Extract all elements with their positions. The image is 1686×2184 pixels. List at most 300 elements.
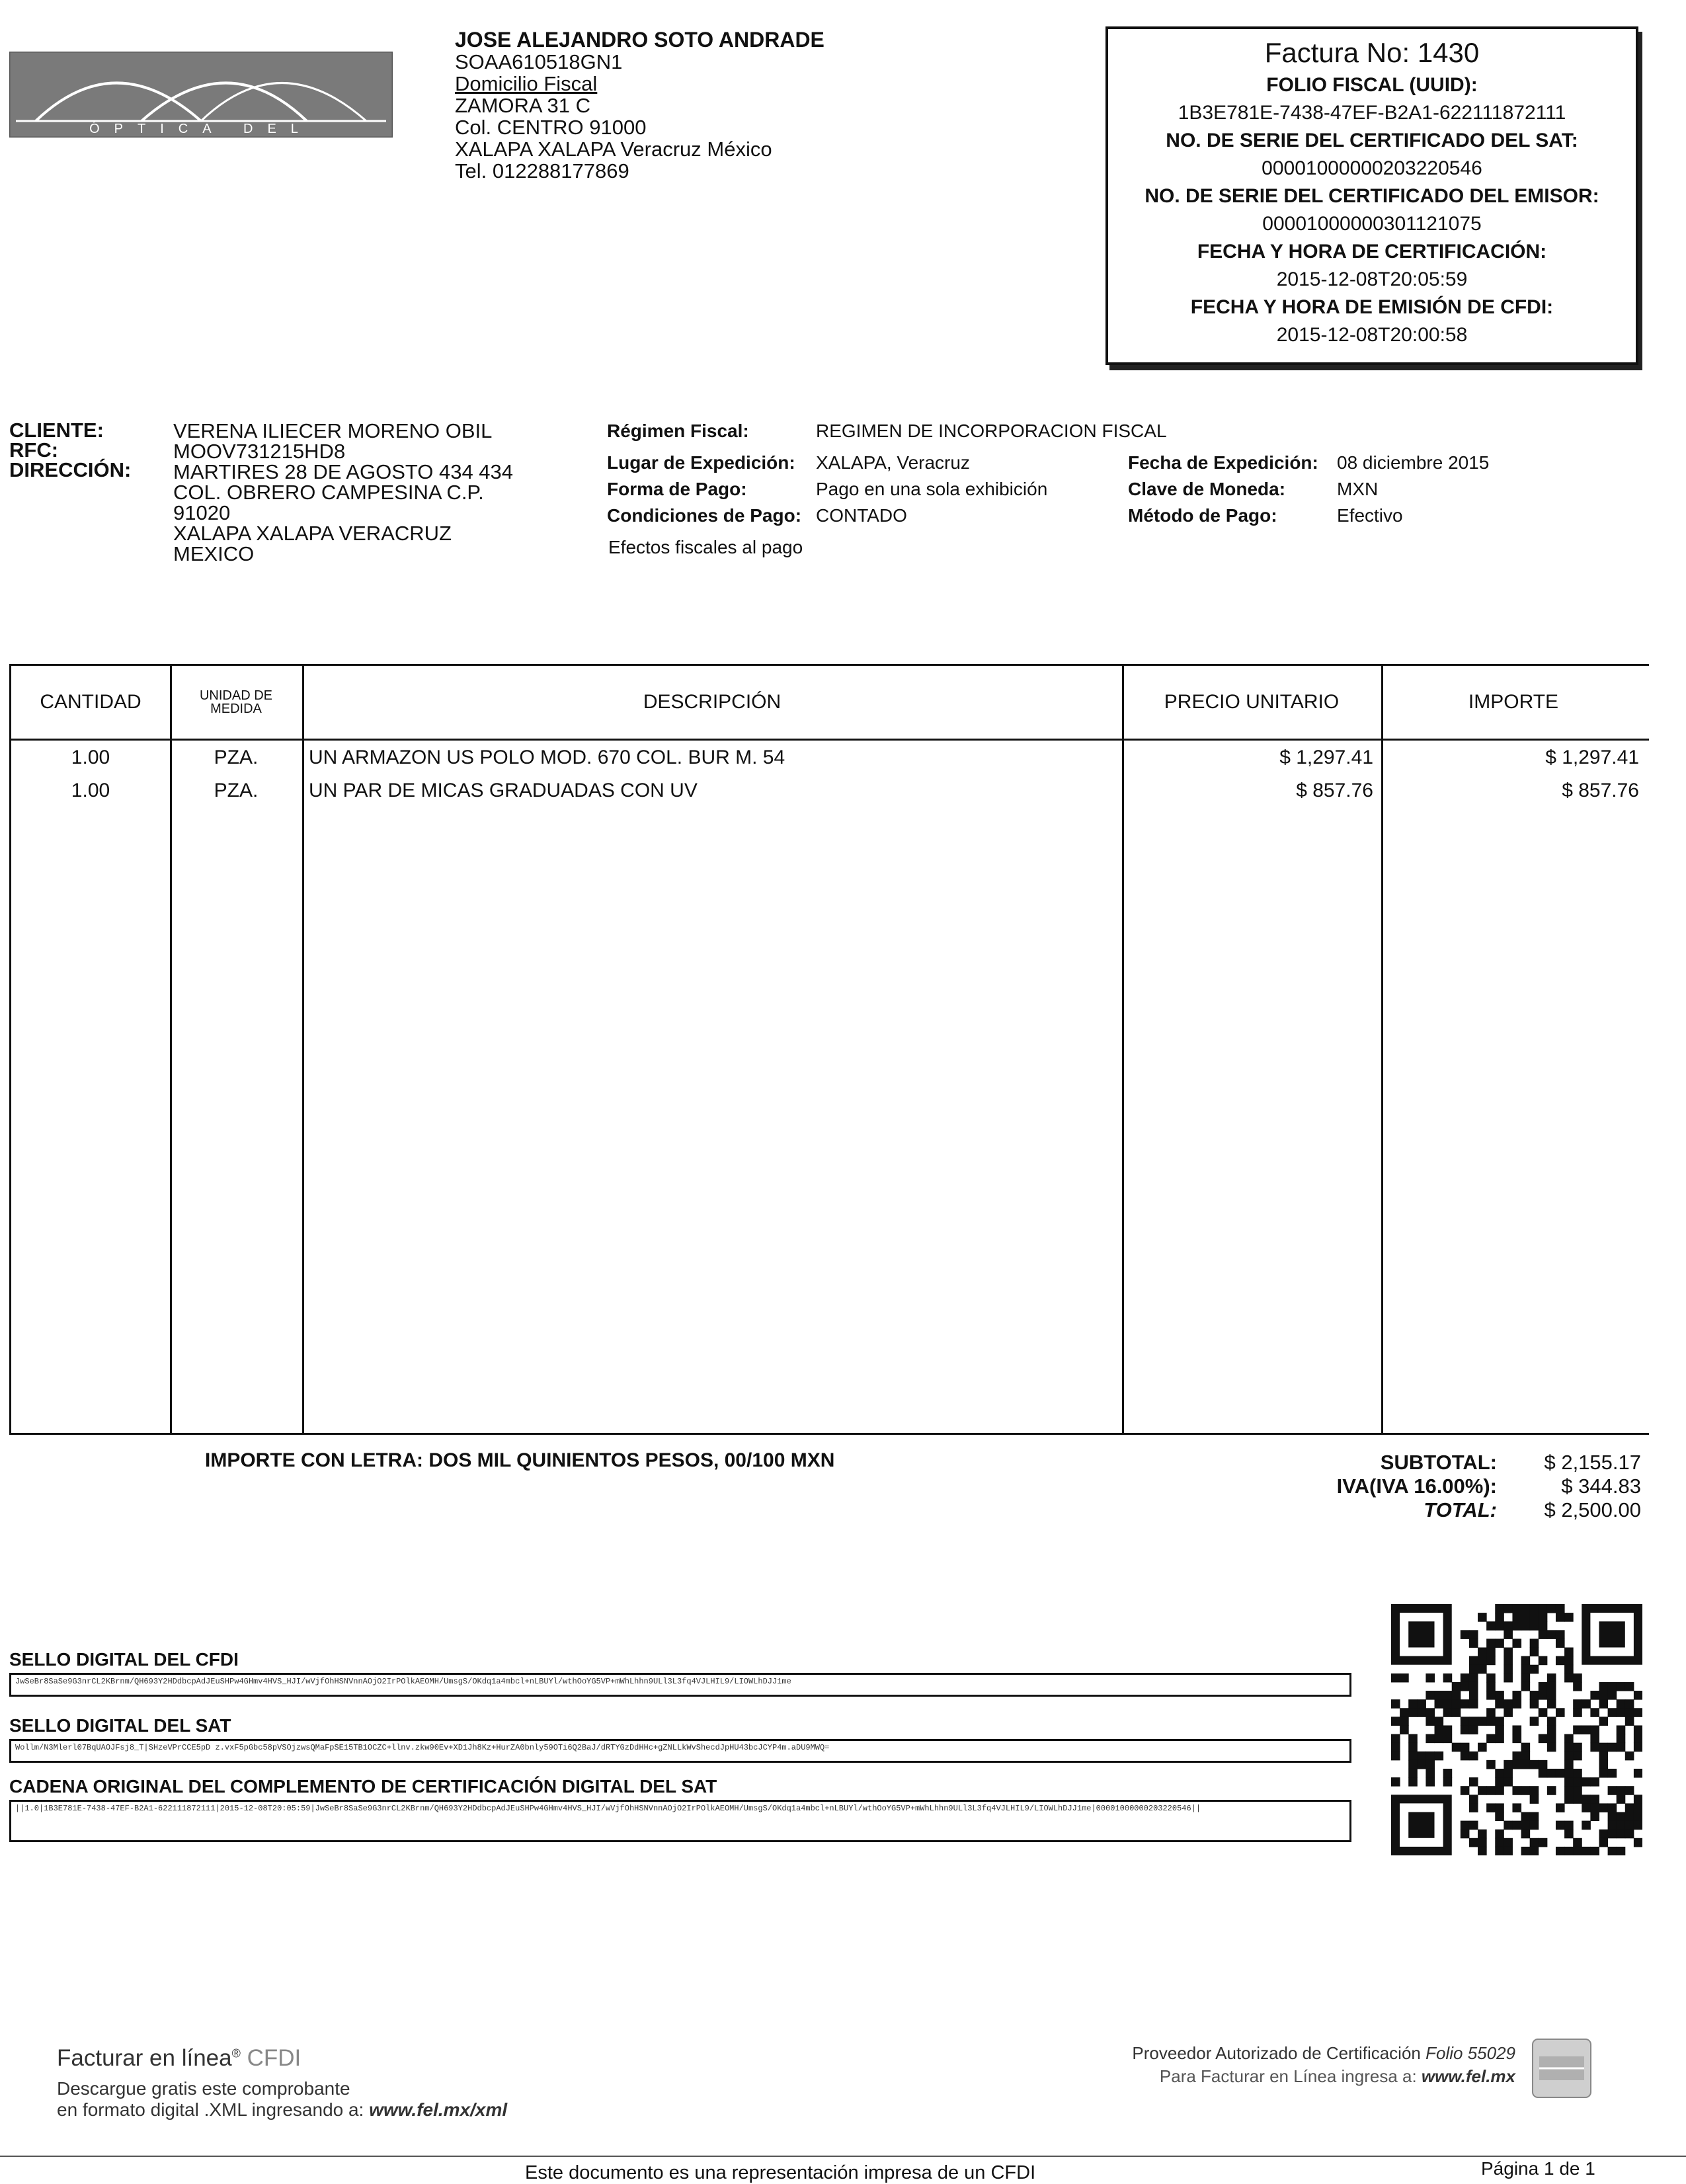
row-1-cantidad: 1.00 [71,747,110,768]
cliente-label: CLIENTE: [9,419,104,442]
qr-module [1452,1699,1461,1709]
qr-module [1417,1708,1426,1717]
qr-module [1504,1760,1513,1769]
logo-text: ÓPTICA DEL CORREO [89,122,313,151]
qr-module [1521,1682,1531,1691]
pac2-prefix: Para Facturar en Línea ingresa a: [1159,2066,1422,2086]
qr-module [1547,1604,1556,1613]
condiciones-value: CONTADO [816,505,907,526]
qr-module [1417,1699,1426,1709]
header-cantidad: CANTIDAD [40,691,141,713]
qr-module [1521,1665,1531,1674]
row-1-importe: $ 1,297.41 [1545,747,1639,768]
qr-module [1486,1708,1496,1717]
qr-module [1564,1830,1574,1839]
emitter-colonia: Col. CENTRO 91000 [455,116,647,139]
qr-module [1408,1777,1418,1787]
invoice-number: Factura No: 1430 [1264,37,1480,68]
qr-module [1556,1638,1565,1648]
pac-seal-icon [1530,2037,1593,2100]
qr-module [1547,1674,1556,1683]
qr-module [1469,1717,1478,1726]
qr-module [1582,1821,1591,1830]
qr-module [1391,1717,1400,1726]
iva-value: $ 344.83 [1561,1475,1641,1498]
moneda-label: Clave de Moneda: [1128,479,1286,499]
pac-line-1 [1071,2043,1515,2064]
uuid-label: FOLIO FISCAL (UUID): [1266,74,1478,96]
qr-module [1461,1674,1470,1683]
qr-module [1617,1699,1626,1709]
sello-sat-label: SELLO DIGITAL DEL SAT [9,1715,231,1736]
metodo-value: Efectivo [1337,505,1403,526]
qr-module [1391,1674,1400,1683]
qr-module [1521,1743,1531,1752]
qr-module [1443,1699,1453,1709]
qr-module [1435,1691,1444,1700]
qr-module [1617,1725,1626,1734]
qr-module [1504,1777,1513,1787]
qr-module [1556,1604,1565,1613]
qr-module [1521,1812,1531,1821]
qr-module [1625,1699,1634,1709]
qr-module [1634,1743,1642,1752]
emitter-street: ZAMORA 31 C [455,94,590,117]
qr-module [1608,1769,1617,1778]
qr-module [1617,1821,1626,1830]
qr-module [1539,1708,1548,1717]
qr-module [1617,1682,1626,1691]
qr-module [1495,1621,1504,1631]
qr-module [1625,1812,1634,1821]
fecha-emision-label: FECHA Y HORA DE EMISIÓN DE CFDI: [1190,296,1554,318]
qr-module [1443,1674,1453,1683]
qr-module [1608,1708,1617,1717]
total-label: TOTAL: [1424,1498,1497,1521]
qr-module [1461,1786,1470,1795]
qr-module [1504,1838,1513,1847]
qr-module [1435,1717,1444,1726]
qr-module [1478,1665,1487,1674]
qr-module [1469,1752,1478,1761]
download-line-2 [57,2099,507,2121]
qr-module [1530,1691,1539,1700]
cadena-box: ||1.0|1B3E781E-7438-47EF-B2A1-622111872111|2015-12-08T20:05:59|JwSeBr8SaSe9G3nrCL2KBrnm/QH693Y2HDdbcpAdJEuSHPw4GHmv4HVS_HJI/wVjfOhHSNVnnAOjO2IrPOlkAEOMH/UmsgS/OKdq1a4mbcl+nLBUYl/wthOoYG5VP+mWhLhhn9ULl3L3fq4VJLHIL9/LIOWLhDJJ1me|00001000000203220546|| [9,1800,1351,1842]
qr-module [1469,1665,1478,1674]
qr-module [1599,1743,1608,1752]
qr-module [1547,1743,1556,1752]
qr-module [1573,1725,1582,1734]
qr-module [1625,1830,1634,1839]
qr-module [1504,1656,1513,1666]
qr-finder [1408,1621,1434,1647]
qr-module [1495,1830,1504,1839]
qr-module [1573,1752,1582,1761]
sello-sat-box: Wollm/N3Mlerl07BqUAOJFsj8_T|SHzeVPrCCE5pD z.vxF5pGbc58pVSOjzwsQMaFpSE15TB1OCZC+llnv.zkw90Ev+XD1Jh8Kz+HurZA0bnly59OTi6Q2BaJ/dRTYGzDdHHc+gZNLLkWvShecdJpHU43bcJCYP4m.aDU9MWQ= [9,1739,1351,1763]
qr-module [1495,1803,1504,1812]
qr-module [1435,1752,1444,1761]
domicilio-label: Domicilio Fiscal [455,72,598,95]
qr-module [1634,1803,1642,1812]
qr-module [1495,1812,1504,1821]
qr-module [1634,1708,1642,1717]
sello-cfdi-label: SELLO DIGITAL DEL CFDI [9,1649,239,1670]
qr-module [1443,1725,1453,1734]
qr-module [1478,1648,1487,1657]
qr-module [1512,1621,1521,1631]
download-line-1: Descargue gratis este comprobante [57,2078,350,2099]
qr-module [1512,1691,1521,1700]
qr-module [1590,1847,1599,1855]
qr-module [1452,1743,1461,1752]
emitter-phone: Tel. 012288177869 [455,159,629,182]
qr-module [1478,1786,1487,1795]
qr-module [1469,1682,1478,1691]
qr-module [1547,1699,1556,1709]
qr-module [1408,1760,1418,1769]
qr-module [1495,1613,1504,1622]
subtotal-value: $ 2,155.17 [1544,1451,1641,1474]
qr-module [1443,1734,1453,1744]
regimen-label: Régimen Fiscal: [607,421,749,441]
client-addr-2: COL. OBRERO CAMPESINA C.P. [173,481,484,504]
qr-module [1599,1830,1608,1839]
qr-module [1391,1699,1400,1709]
qr-module [1617,1734,1626,1744]
qr-module [1556,1769,1565,1778]
brand-cfdi: CFDI [240,2045,301,2071]
qr-module [1634,1838,1642,1847]
qr-module [1400,1708,1409,1717]
qr-module [1530,1821,1539,1830]
emitter-name: JOSE ALEJANDRO SOTO ANDRADE [455,28,824,52]
qr-module [1417,1752,1426,1761]
pac-prefix: Proveedor Autorizado de Certificación [1132,2043,1426,2063]
footer-right [1071,2043,1515,2087]
qr-module [1564,1752,1574,1761]
qr-module [1469,1838,1478,1847]
qr-module [1530,1638,1539,1648]
qr-module [1495,1638,1504,1648]
qr-module [1486,1786,1496,1795]
pac-line-2 [1071,2066,1515,2087]
qr-module [1495,1717,1504,1726]
qr-module [1435,1734,1444,1744]
qr-finder [1599,1621,1625,1647]
qr-module [1530,1812,1539,1821]
qr-module [1461,1821,1470,1830]
uuid-value: 1B3E781E-7438-47EF-B2A1-622111872111 [1178,102,1566,124]
qr-module [1590,1803,1599,1812]
qr-module [1495,1699,1504,1709]
qr-module [1478,1743,1487,1752]
qr-module [1504,1648,1513,1657]
qr-module [1625,1708,1634,1717]
qr-module [1547,1734,1556,1744]
qr-module [1599,1699,1608,1709]
col-divider [302,666,304,1433]
qr-module [1599,1803,1608,1812]
qr-module [1486,1656,1496,1666]
row-2-importe: $ 857.76 [1562,780,1639,801]
qr-module [1539,1630,1548,1639]
cert-emisor-label: NO. DE SERIE DEL CERTIFICADO DEL EMISOR: [1144,185,1599,207]
qr-module [1478,1656,1487,1666]
fecha-expedicion-label: Fecha de Expedición: [1128,452,1318,473]
qr-module [1564,1743,1574,1752]
qr-module [1425,1674,1435,1683]
qr-module [1599,1838,1608,1847]
header-importe: IMPORTE [1468,691,1559,713]
qr-module [1599,1682,1608,1691]
qr-module [1469,1674,1478,1683]
qr-module [1599,1769,1608,1778]
qr-module [1547,1682,1556,1691]
moneda-value: MXN [1337,479,1379,499]
qr-module [1461,1717,1470,1726]
forma-label: Forma de Pago: [607,479,747,499]
qr-module [1590,1795,1599,1804]
qr-module [1590,1708,1599,1717]
qr-module [1486,1691,1496,1700]
qr-module [1608,1803,1617,1812]
qr-module [1469,1803,1478,1812]
qr-module [1530,1621,1539,1631]
qr-module [1521,1621,1531,1631]
qr-module [1556,1803,1565,1812]
client-addr-3: 91020 [173,501,231,524]
importe-con-letra: IMPORTE CON LETRA: DOS MIL QUINIENTOS PESOS, 00/100 MXN [205,1449,835,1471]
qr-module [1625,1682,1634,1691]
items-table [9,664,1649,1435]
client-addr-4: XALAPA XALAPA VERACRUZ [173,522,452,545]
qr-module [1582,1847,1591,1855]
efectos-fiscales: Efectos fiscales al pago [608,537,803,557]
qr-module [1425,1734,1435,1744]
qr-module [1539,1656,1548,1666]
qr-module [1617,1830,1626,1839]
qr-module [1478,1847,1487,1855]
qr-module [1461,1630,1470,1639]
qr-module [1400,1717,1409,1726]
qr-module [1617,1847,1626,1855]
qr-module [1556,1708,1565,1717]
header-precio: PRECIO UNITARIO [1164,691,1340,713]
qr-module [1469,1630,1478,1639]
qr-module [1582,1699,1591,1709]
qr-module [1478,1717,1487,1726]
qr-module [1547,1630,1556,1639]
cert-sat-value: 00001000000203220546 [1262,157,1482,179]
qr-module [1461,1752,1470,1761]
qr-module [1530,1717,1539,1726]
qr-module [1400,1674,1409,1683]
pac-folio: Folio 55029 [1425,2043,1515,2063]
qr-module [1608,1821,1617,1830]
qr-module [1469,1699,1478,1709]
footer-divider [0,2156,1686,2157]
qr-module [1590,1743,1599,1752]
qr-module [1539,1691,1548,1700]
qr-module [1564,1734,1574,1744]
qr-module [1617,1743,1626,1752]
qr-module [1608,1691,1617,1700]
iva-label: IVA(IVA 16.00%): [1336,1475,1497,1498]
qr-module [1495,1725,1504,1734]
qr-module [1391,1777,1400,1787]
qr-module [1512,1760,1521,1769]
client-rfc: MOOV731215HD8 [173,440,346,463]
qr-module [1425,1777,1435,1787]
qr-module [1408,1743,1418,1752]
qr-module [1425,1769,1435,1778]
row-2-cantidad: 1.00 [71,780,110,801]
total-value: $ 2,500.00 [1544,1498,1641,1521]
qr-module [1486,1803,1496,1812]
qr-module [1539,1613,1548,1622]
qr-module [1564,1656,1574,1666]
qr-module [1521,1830,1531,1839]
qr-module [1486,1734,1496,1744]
qr-module [1425,1691,1435,1700]
qr-module [1443,1769,1453,1778]
qr-module [1539,1838,1548,1847]
download-link[interactable]: www.fel.mx/xml [369,2099,508,2120]
qr-module [1530,1847,1539,1855]
qr-module [1573,1708,1582,1717]
qr-module [1452,1708,1461,1717]
qr-module [1564,1648,1574,1657]
qr-module [1417,1760,1426,1769]
qr-module [1408,1708,1418,1717]
header-unidad: UNIDAD DE MEDIDA [199,688,272,716]
lugar-label: Lugar de Expedición: [607,452,795,473]
qr-module [1625,1821,1634,1830]
qr-module [1469,1777,1478,1787]
qr-module [1495,1838,1504,1847]
qr-module [1512,1752,1521,1761]
qr-module [1564,1847,1574,1855]
metodo-label: Método de Pago: [1128,505,1277,526]
qr-module [1521,1604,1531,1613]
qr-module [1634,1812,1642,1821]
qr-module [1582,1803,1591,1812]
qr-module [1478,1613,1487,1622]
qr-module [1547,1725,1556,1734]
qr-module [1599,1717,1608,1726]
qr-module [1452,1691,1461,1700]
qr-module [1590,1725,1599,1734]
qr-module [1425,1752,1435,1761]
qr-module [1564,1665,1574,1674]
qr-module [1573,1699,1582,1709]
pac-seal-graphic [1530,2037,1593,2100]
qr-module [1608,1786,1617,1795]
qr-module [1512,1821,1521,1830]
qr-module [1608,1830,1617,1839]
qr-module [1504,1847,1513,1855]
qr-module [1590,1777,1599,1787]
qr-module [1486,1682,1496,1691]
qr-module [1408,1752,1418,1761]
qr-module [1564,1786,1574,1795]
qr-module [1408,1769,1418,1778]
fecha-cert-label: FECHA Y HORA DE CERTIFICACIÓN: [1197,241,1547,263]
footer-brand [57,2045,507,2072]
qr-module [1564,1777,1574,1787]
qr-module [1625,1786,1634,1795]
row-2-descripcion: UN PAR DE MICAS GRADUADAS CON UV [309,780,698,801]
qr-module [1469,1795,1478,1804]
qr-module [1608,1847,1617,1855]
qr-module [1530,1795,1539,1804]
qr-module [1564,1769,1574,1778]
qr-module [1617,1708,1626,1717]
qr-module [1504,1665,1513,1674]
qr-module [1512,1803,1521,1812]
qr-module [1521,1613,1531,1622]
qr-module [1539,1734,1548,1744]
qr-module [1504,1621,1513,1631]
qr-module [1556,1847,1565,1855]
qr-module [1573,1743,1582,1752]
qr-module [1582,1725,1591,1734]
qr-module [1530,1760,1539,1769]
qr-module [1556,1656,1565,1666]
qr-module [1512,1613,1521,1622]
qr-module [1512,1699,1521,1709]
qr-module [1539,1769,1548,1778]
qr-module [1564,1795,1574,1804]
qr-finder [1408,1812,1434,1838]
qr-module [1486,1648,1496,1657]
qr-module [1530,1613,1539,1622]
qr-module [1461,1830,1470,1839]
qr-module [1495,1777,1504,1787]
qr-module [1617,1786,1626,1795]
sello-cfdi-box: JwSeBr8SaSe9G3nrCL2KBrnm/QH693Y2HDdbcpAdJEuSHPw4GHmv4HVS_HJI/wVjfOhHSNVnnAOjO2IrPOlkAEOMH/UmsgS/OKdq1a4mbcl+nLBUYl/wthOoYG5VP+mWhLhhn9ULl3L3fq4VJLHIL9/LIOWLhDJJ1me [9,1673,1351,1697]
qr-module [1478,1830,1487,1839]
qr-module [1495,1691,1504,1700]
qr-module [1547,1786,1556,1795]
cert-sat-label: NO. DE SERIE DEL CERTIFICADO DEL SAT: [1166,130,1578,151]
qr-module [1443,1708,1453,1717]
emitter-info [455,29,824,182]
qr-module [1521,1847,1531,1855]
qr-module [1425,1708,1435,1717]
qr-module [1452,1682,1461,1691]
qr-module [1547,1769,1556,1778]
qr-module [1547,1717,1556,1726]
qr-module [1608,1812,1617,1821]
qr-module [1504,1769,1513,1778]
qr-module [1512,1734,1521,1744]
fel-link[interactable]: www.fel.mx [1421,2066,1515,2086]
qr-module [1391,1743,1400,1752]
qr-module [1486,1760,1496,1769]
qr-module [1530,1648,1539,1657]
qr-module [1634,1795,1642,1804]
cert-emisor-value: 00001000000301121075 [1262,213,1482,235]
qr-module [1556,1613,1565,1622]
qr-module [1408,1699,1418,1709]
qr-module [1530,1838,1539,1847]
qr-module [1512,1725,1521,1734]
row-2-precio: $ 857.76 [1296,780,1373,801]
qr-module [1504,1699,1513,1709]
row-1-unidad: PZA. [214,747,259,768]
qr-module [1504,1708,1513,1717]
